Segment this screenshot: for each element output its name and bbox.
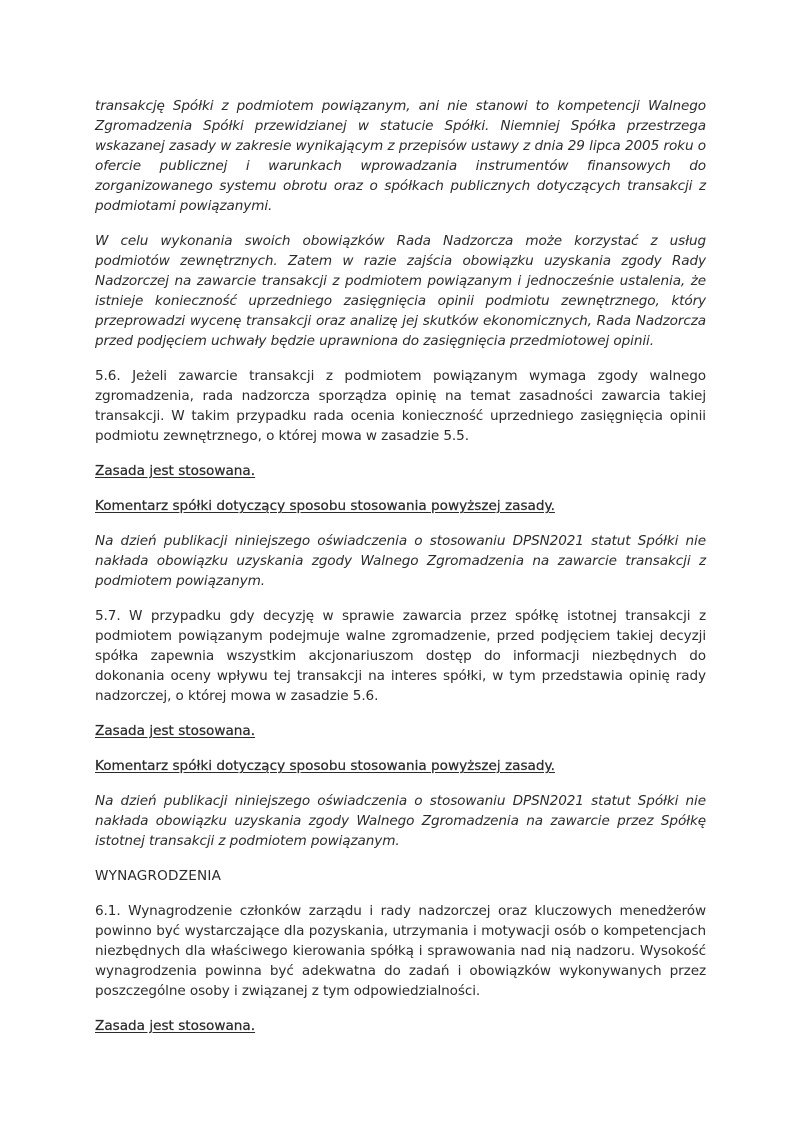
status-5-7: Zasada jest stosowana.: [95, 723, 256, 739]
comment-5-7: Na dzień publikacji niniejszego oświadczenia o stosowaniu DPSN2021 statut Spółki nie nakłada obowiązku uzyskania zgody Walnego Zgromadzenia na zawarcie przez Spółkę istotnej transakcji z podmiotem powiązanym.: [95, 793, 706, 849]
rule-6-1: 6.1. Wynagrodzenie członków zarządu i rady nadzorczej oraz kluczowych menedżerów powinno być wystarczające dla pozyskania, utrzymania i motywacji osób o kompetencjach niezbędnych dla właściwego kierowania spółką i sprawowania nad nią nadzoru. Wysokość wynagrodzenia powinna być adekwatna do zadań i obowiązków wykonywanych przez poszczególne osoby i związanej z tym odpowiedzialności.: [95, 903, 706, 999]
document-page: [95, 96, 706, 1051]
status-6-1: Zasada jest stosowana.: [95, 1018, 256, 1034]
paragraph-continuation: transakcję Spółki z podmiotem powiązanym, ani nie stanowi to kompetencji Walnego Zgromadzenia Spółki przewidzianej w statucie Spółki. Niemniej Spółka przestrzega wskazanej zasady w zakresie wynikającym z przepisów ustawy z dnia 29 lipca 2005 roku o ofercie publicznej i warunkach wprowadzania instrumentów finansowych do zorganizowanego systemu obrotu oraz o spółkach publicznych dotyczących transakcji z podmiotami powiązanymi.: [95, 98, 706, 214]
comment-5-6: Na dzień publikacji niniejszego oświadczenia o stosowaniu DPSN2021 statut Spółki nie nakłada obowiązku uzyskania zgody Walnego Zgromadzenia na zawarcie transakcji z podmiotem powiązanym.: [95, 533, 706, 589]
paragraph-supervisory-board: W celu wykonania swoich obowiązków Rada Nadzorcza może korzystać z usług podmiotów zewnętrznych. Zatem w razie zajścia obowiązku uzyskania zgody Rady Nadzorczej na zawarcie transakcji z podmiotem powiązanym i jednocześnie ustalenia, że istnieje konieczność uprzedniego zasięgnięcia opinii podmiotu zewnętrznego, który przeprowadzi wycenę transakcji oraz analizę jej skutków ekonomicznych, Rada Nadzorcza przed podjęciem uchwały będzie uprawniona do zasięgnięcia przedmiotowej opinii.: [95, 233, 706, 349]
rule-5-7: 5.7. W przypadku gdy decyzję w sprawie zawarcia przez spółkę istotnej transakcji z podmiotem powiązanym podejmuje walne zgromadzenie, przed podjęciem takiej decyzji spółka zapewnia wszystkim akcjonariuszom dostęp do informacji niezbędnych do dokonania oceny wpływu tej transakcji na interes spółki, w tym przedstawia opinię rady nadzorczej, o której mowa w zasadzie 5.6.: [95, 608, 706, 704]
section-title: WYNAGRODZENIA: [95, 868, 222, 884]
status-5-6: Zasada jest stosowana.: [95, 463, 256, 479]
comment-heading-5-6: Komentarz spółki dotyczący sposobu stosowania powyższej zasady.: [95, 498, 555, 514]
comment-heading-5-7: Komentarz spółki dotyczący sposobu stosowania powyższej zasady.: [95, 758, 555, 774]
rule-5-6: 5.6. Jeżeli zawarcie transakcji z podmiotem powiązanym wymaga zgody walnego zgromadzenia, rada nadzorcza sporządza opinię na temat zasadności zawarcia takiej transakcji. W takim przypadku rada ocenia konieczność uprzedniego zasięgnięcia opinii podmiotu zewnętrznego, o której mowa w zasadzie 5.5.: [95, 368, 706, 444]
